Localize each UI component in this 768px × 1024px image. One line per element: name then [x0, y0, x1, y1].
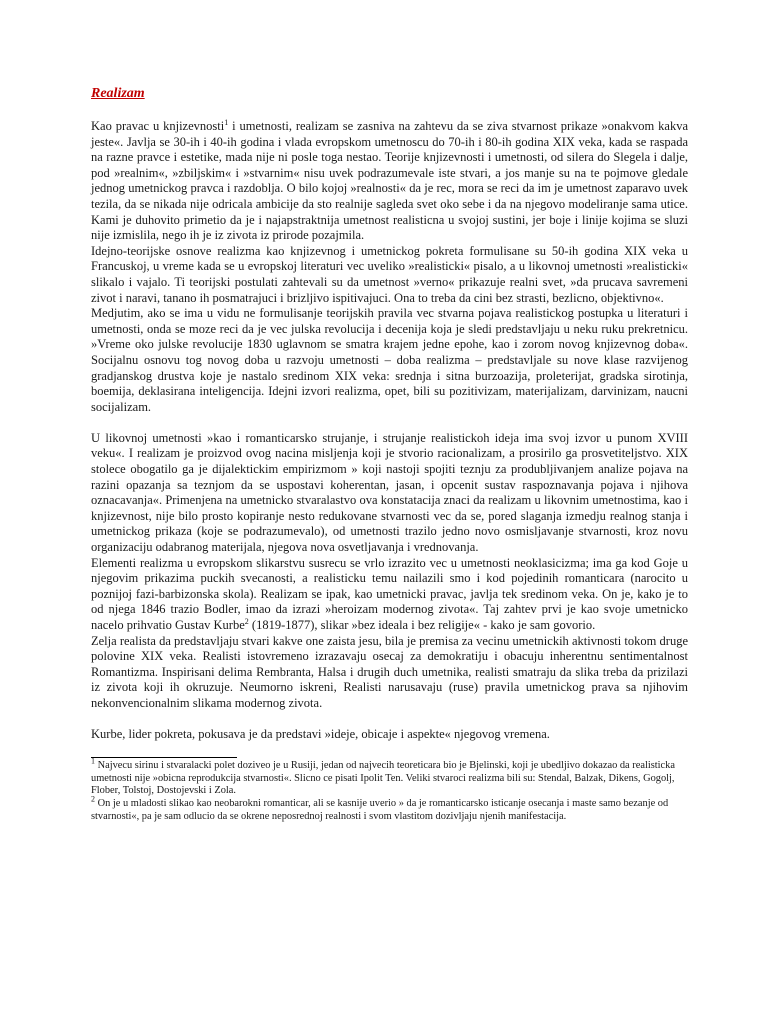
paragraph-text: Kao pravac u knjizevnosti [91, 119, 225, 133]
paragraph [91, 119, 688, 244]
footnote-text: On je u mladosti slikao kao neobarokni romanticar, ali se kasnije uverio » da je romanticarsko isticanje osecanja i maste samo bezanje od stvarnosti«, pa je sam odlucio da se okrene neposrednoj realnosti i svom vlastitom dozivljaju njenih manifestacija. [91, 798, 669, 822]
paragraph-text: i umetnosti, realizam se zasniva na zahtevu da se ziva stvarnost prikaze »onakvom kakva jeste«. Javlja se 30-ih i 40-ih godina i vlada evropskom umetnoscu do 70-ih i 80-ih godina XIX veka, kada se raspada na razne pravce i estetike, mada nije ni posle toga nestao. Teorije knjizevnosti i umetnosti, od silera do Slegela i dalje, pod »realnim«, »zbiljskim« i »stvarnim« nisu uvek podrazumevale iste stvari, a jos manje su na te pojmove gledale jednog umetnickog pravca i razdoblja. O bilo kojoj »realnosti« da je rec, mora se reci da im je umetnost zaparavo uvek tezila, da se nikada nije odricala ambicije da sto realnije sagleda svet oko sebe i da na njegovo modeliranje sama utice. Kami je duhovito primetio da je i najapstraktnija umetnost realisticna u svojoj sustini, jer boje i linije kojima se sluzi nije izmislila, nego ih je iz zivota iz prirode pozajmila. [91, 119, 688, 243]
body-text [91, 119, 688, 743]
footnotes [91, 756, 688, 824]
footnote [91, 756, 688, 798]
footnote-mark: 2 [91, 794, 95, 804]
paragraph-text: Elementi realizma u evropskom slikarstvu susrecu se vrlo izrazito vec u umetnosti neoklasicizma; ima ga kod Goje u njegovim prikazima puckih svecanosti, a realisticku temu nailazili smo i kod pojedinih romanticara (narocito u poznijoj fazi-barbizonska skola). Realizam se ipak, kao umetnicki pravac, javlja tek sredinom veka. On je, kako je to od njega 1846 trazio Bodler, imao da izrazi »heroizam modernog zivota«. Taj zahtev prvi je kao svoje umetnicko nacelo prihvatio Gustav Kurbe [91, 555, 688, 632]
paragraph: U likovnoj umetnosti »kao i romanticarsko strujanje, i strujanje realistickoh ideja ima svoj izvor u punom XVIII veku«. I realizam je proizvod ovog nacina misljenja koji je stvorio racionalizam, a prosirilo ga prosvetiteljstvo. XIX stolece obogatilo ga je dijalektickim empirizmom » koji nastoji spojiti teznju za produbljivanjem analize pojava na razini opazanja sa teznjom da se uspostavi koherentan, jasan, i opcenit sustav raspoznavanja pojava i njihova oznacavanja«. Primenjena na umetnicko stvaralastvo ova konstatacija znaci da realizam u likovnim umetnostima, kao i knjizevnost, nije bilo prosto kopiranje nesto redukovane stvarnosti vec da se, pored slaganja izmedju realnog stanja i umetnickog prikaza (koje se podrazumevalo), od umetnosti trazilo jedno novo osmisljavanje stvarnosti, kroz novu organizaciju odabranog materijala, njegova nova osvetljavanja i vrednovanja. [91, 430, 688, 555]
paragraph: Zelja realista da predstavljaju stvari kakve one zaista jesu, bila je premisa za vecinu umetnickih aktivnosti tokom druge polovine XIX veka. Realisti istovremeno izrazavaju osecaj za demokratiju i obacuju inherentnu sentimentalnost Romantizma. Inspirisani delima Rembranta, Halsa i drugih duch umetnika, realisti smatraju da slika treba da prizilazi iz zivota koji ih okruzuje. Neumorno iskreni, Realisti narusavaju (ruse) pravila umetnickog prava sa njihovim nekonvencionalnim slikama modernog zivota. [91, 633, 688, 710]
footnote [91, 794, 688, 824]
footnote-text: Najvecu sirinu i stvaralacki polet doziveo je u Rusiji, jedan od najvecih teoreticara bio je Bjelinski, koji je ubedljivo dokazao da realisticka umetnosti nije »obicna reprodukcija stvarnosti«. Slicno ce pisati Ipolit Ten. Veliki stvaroci realizma bili su: Stendal, Balzak, Dikens, Gogolj, Flober, Tolstoj, Dostojevski i Zola. [91, 759, 675, 797]
footnote-mark: 1 [91, 756, 95, 766]
paragraph: Idejno-teorijske osnove realizma kao knjizevnog i umetnickog pokreta formulisane su 50-ih godina XIX veka u Francuskoj, u vreme kada se u evropskoj literaturi vec uveliko »realisticki« pisalo, a u likovnoj umetnosti »realisticki« slikalo i vajalo. Ti teorijski postulati zahtevali su da umetnost »verno« prikazuje realni svet, »da prucava savremeni zivot i naravi, tanano ih posmatrajuci i brizljivo ispitivajuci. Ona to treba da cini bez strasti, bezlicno, objektivno«. [91, 243, 688, 305]
footnote-separator [91, 757, 237, 758]
paragraph-text: (1819-1877), slikar »bez ideala i bez religije« - kako je sam govorio. [248, 618, 596, 632]
paragraph: Medjutim, ako se ima u vidu ne formulisanje teorijskih pravila vec stvarna pojava realistickog postupka u literaturi i umetnosti, onda se moze reci da je vec julska revolucija i decenija koja je sledi predstavljaju u neku ruku prekretnicu. »Vreme oko julske revolucije 1830 uglavnom se smatra krajem jedne epohe, kao i zorom novog knjizevnog doba«. Socijalnu osnovu tog novog doba u razvoju umetnosti – doba realizma – predstavljale su nove klase razvijenog gradjanskog drustva koje je nastalo sredinom XIX veka: srednja i sitna burzoazija, proleterijat, gradska sirotinja, boemija, deklasirana inteligencija. Idejni izvori realizma, opet, bili su pozitivizam, materijalizam, darvinizam, naucni socijalizam. [91, 306, 688, 414]
paragraph: Kurbe, lider pokreta, pokusava je da predstavi »ideje, obicaje i aspekte« njegovog vremena. [91, 727, 550, 742]
footnote-ref[interactable]: 1 [224, 117, 229, 127]
paragraph [91, 556, 688, 634]
document-title: Realizam [91, 86, 145, 101]
footnote-ref[interactable]: 2 [244, 616, 249, 626]
